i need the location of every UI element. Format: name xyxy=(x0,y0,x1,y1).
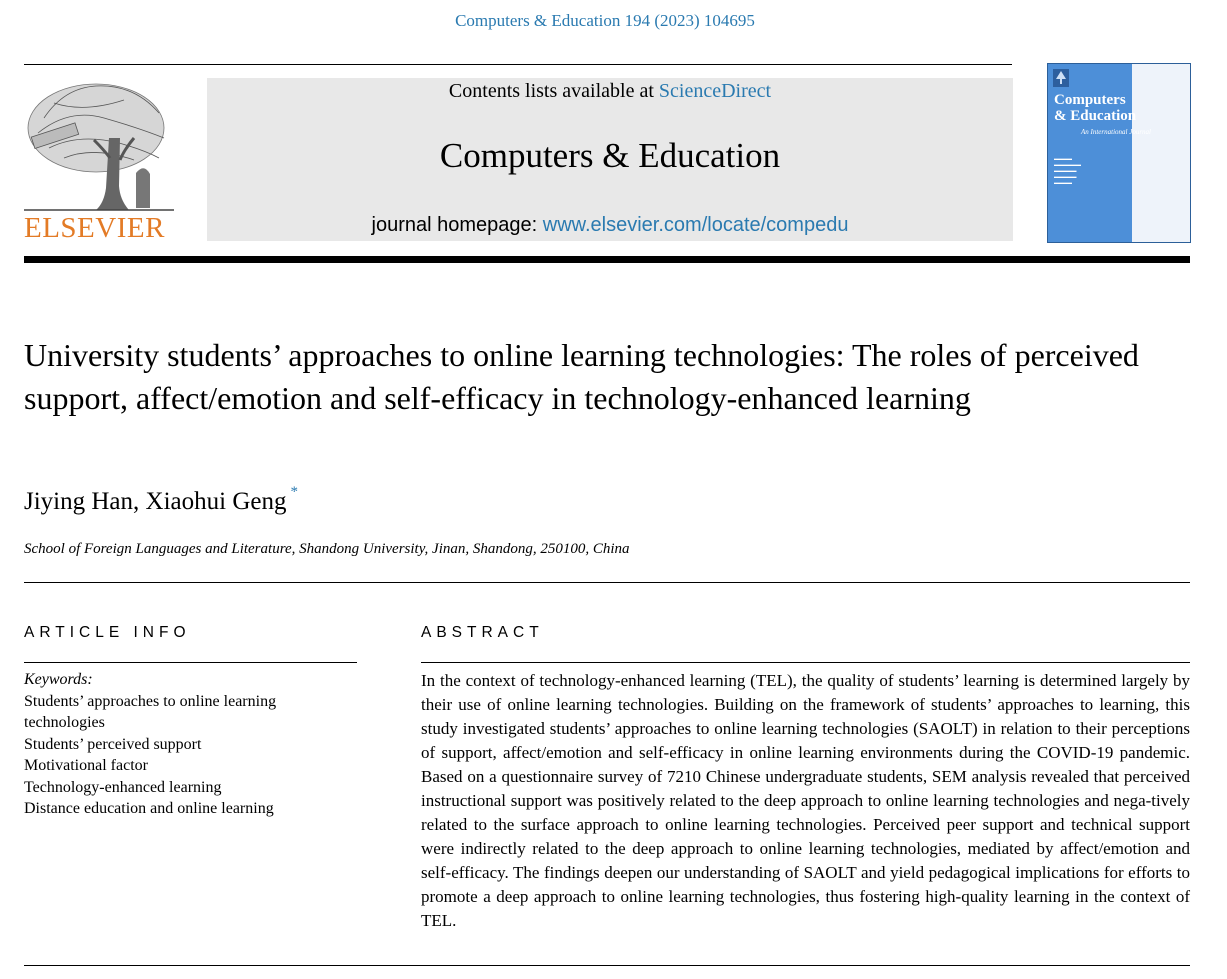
header-divider-thick xyxy=(24,256,1190,263)
tree-emblem-icon xyxy=(24,78,174,212)
keyword-item: Students’ approaches to online learning technologies xyxy=(24,692,277,731)
cover-publisher-icon xyxy=(1053,69,1069,87)
keywords-label: Keywords: xyxy=(24,671,93,688)
article-info-divider xyxy=(24,662,357,663)
author-list xyxy=(24,484,298,516)
keyword-item: Students’ perceived support xyxy=(24,735,202,753)
journal-citation[interactable] xyxy=(0,11,1210,31)
cover-subtitle: An International Journal xyxy=(1081,128,1151,136)
journal-name: Computers & Education xyxy=(439,136,781,175)
article-title: University students’ approaches to online learning technologies: The roles of perceived support, affect/emotion and self-efficacy in technology-enhanced learning xyxy=(24,337,1139,416)
keyword-item: Technology-enhanced learning xyxy=(24,778,222,796)
contents-prefix: Contents lists available at xyxy=(448,80,654,102)
abstract-divider xyxy=(421,662,1190,663)
authors-names: Jiying Han, Xiaohui Geng xyxy=(24,488,287,515)
contents-available-line xyxy=(207,80,1013,103)
keywords-block xyxy=(24,669,344,820)
corresponding-author-mark[interactable]: * xyxy=(290,484,298,500)
abstract-text: In the context of technology-enhanced learning (TEL), the quality of students’ learning is determined largely by their use of online learning technologies. Building on the framework of students’ approaches to learning, this study investigated students’ approaches to online learning technologies (SAOLT) in relation to their perceptions of support, affect/emotion and self-efficacy in online learning environments during the COVID-19 pandemic. Based on a questionnaire survey of 7210 Chinese undergraduate students, SEM analysis revealed that perceived instructional support was positively related to the deep approach to online learning technologies and nega-tively related to the surface approach to online learning technologies. Perceived peer support and technical support were indirectly related to the deep approach to online learning technologies, mediated by affect/emotion and self-efficacy. The findings deepen our understanding of SAOLT and yield pedagogical implications for efforts to promote a deep approach to online learning technologies, thus fostering high-quality learning in the context of TEL. xyxy=(421,671,1190,930)
divider-bottom xyxy=(24,965,1190,966)
journal-banner xyxy=(207,78,1013,241)
cover-title: Computers & Education xyxy=(1054,92,1137,124)
divider-top xyxy=(24,64,1012,65)
elsevier-logo[interactable] xyxy=(24,78,174,244)
cover-strip xyxy=(1132,64,1190,242)
citation-link[interactable]: Computers & Education 194 (2023) 104695 xyxy=(455,11,755,30)
journal-homepage-line xyxy=(207,214,1013,237)
keyword-item: Distance education and online learning xyxy=(24,800,274,817)
journal-homepage-link[interactable]: www.elsevier.com/locate/compedu xyxy=(542,214,849,236)
divider-mid xyxy=(24,582,1190,583)
homepage-prefix: journal homepage: xyxy=(371,214,538,236)
keyword-item: Motivational factor xyxy=(24,757,148,774)
author-affiliation: School of Foreign Languages and Literature, Shandong University, Jinan, Shandong, 250100, China xyxy=(24,541,630,557)
journal-cover-thumbnail[interactable] xyxy=(1047,63,1191,243)
elsevier-wordmark: ELSEVIER xyxy=(24,212,165,244)
sciencedirect-link[interactable]: ScienceDirect xyxy=(658,80,772,102)
abstract-heading: ABSTRACT xyxy=(421,624,544,641)
article-info-heading: ARTICLE INFO xyxy=(24,624,191,641)
cover-editors-block: ▬▬▬▬ ▬▬▬▬▬▬ ▬▬▬▬▬ ▬▬▬▬▬ ▬▬▬▬ xyxy=(1054,156,1081,185)
